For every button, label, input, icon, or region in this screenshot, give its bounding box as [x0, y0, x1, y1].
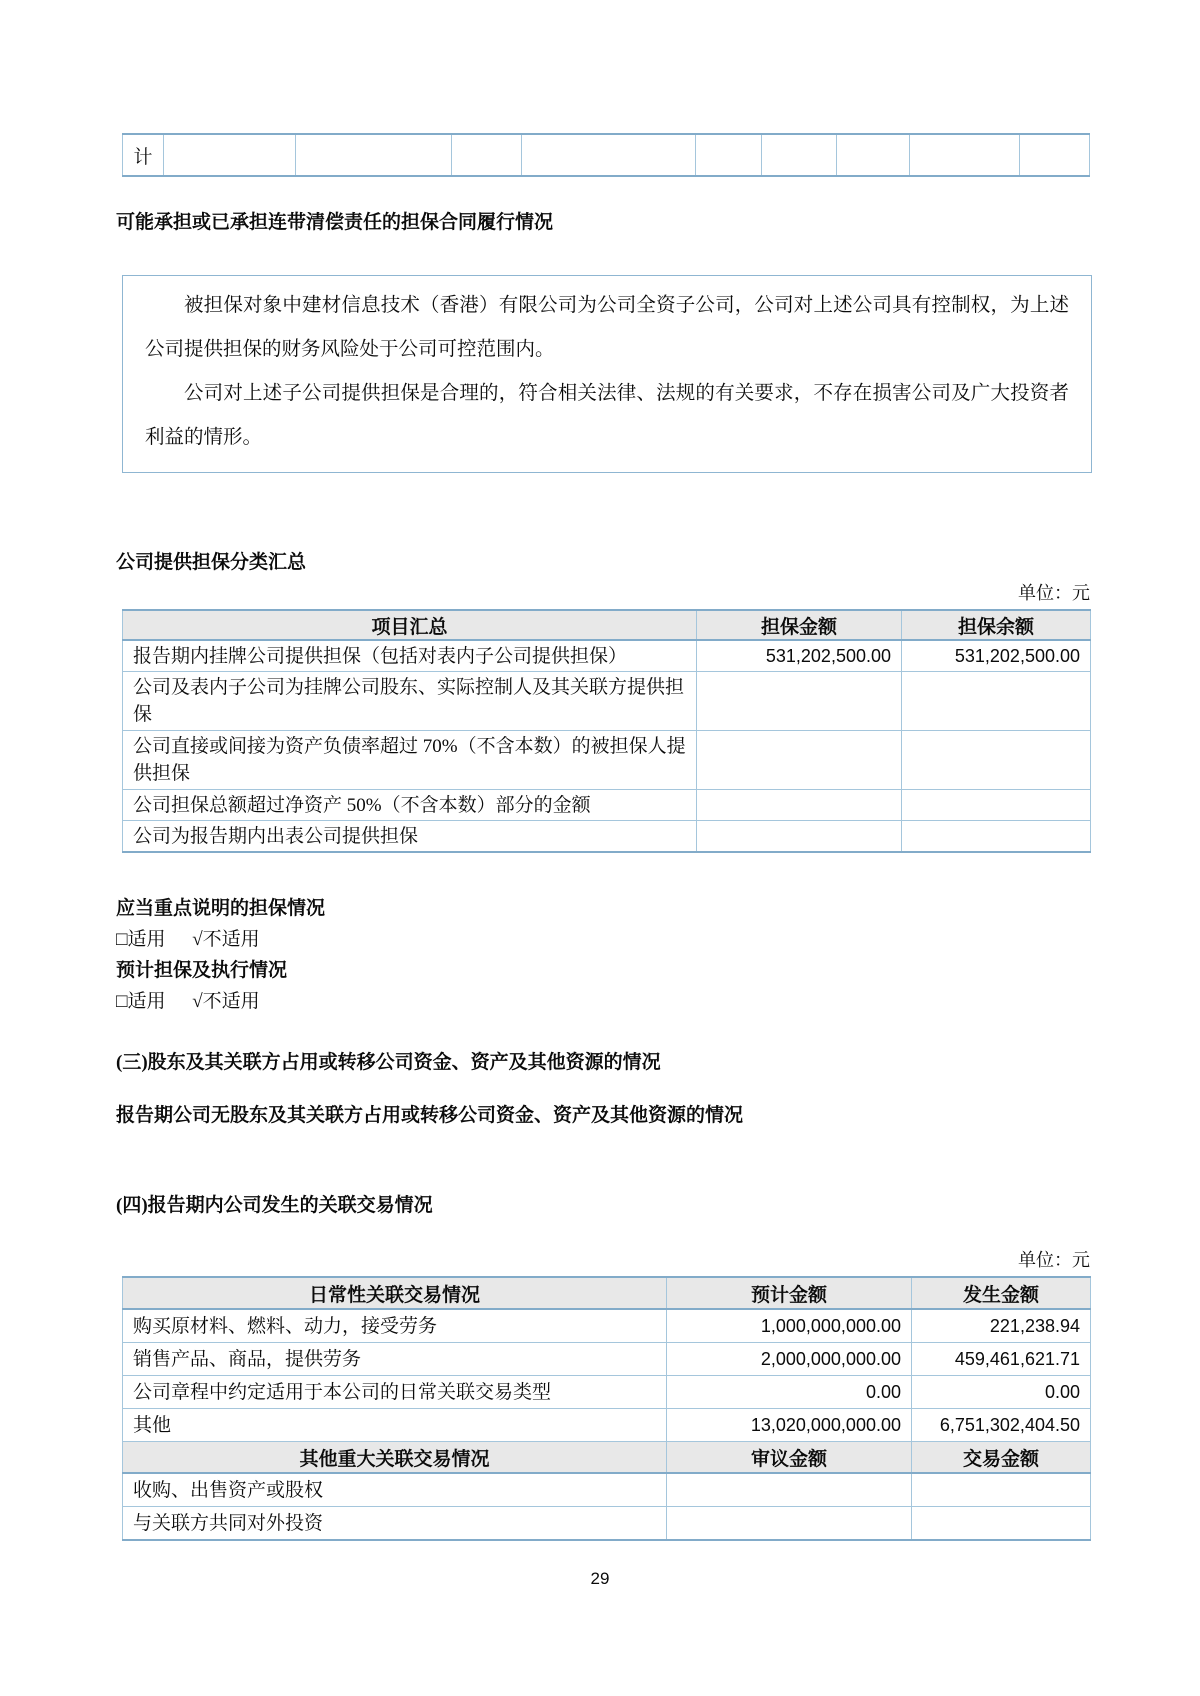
related-transactions-table: [122, 1276, 1091, 1541]
expected-amount-cell: 2,000,000,000.00: [667, 1343, 912, 1376]
guarantee-contract-heading: 可能承担或已承担连带清偿责任的担保合同履行情况: [116, 212, 554, 233]
empty-cell: [909, 134, 1019, 176]
reviewed-amount-cell: [667, 1507, 912, 1541]
checkmark-not-applicable: √不适用: [192, 991, 260, 1012]
empty-cell: [1019, 134, 1089, 176]
table-header-row: [123, 1277, 1091, 1309]
empty-cell: [836, 134, 909, 176]
table-row: [123, 1376, 1091, 1409]
item-cell: 公司章程中约定适用于本公司的日常关联交易类型: [123, 1376, 667, 1409]
amount-cell: [697, 821, 902, 853]
table-row: [123, 790, 1091, 821]
expected-amount-cell: 1,000,000,000.00: [667, 1309, 912, 1343]
column-header: 项目汇总: [123, 610, 697, 640]
total-row-continuation-table: [122, 133, 1090, 177]
table-row: [123, 1343, 1091, 1376]
amount-cell: [697, 731, 902, 790]
total-label-cell: 计: [123, 134, 164, 176]
item-cell: 销售产品、商品，提供劳务: [123, 1343, 667, 1376]
guarantee-summary-table: [122, 609, 1091, 853]
unit-label: 单位：元: [1018, 1250, 1090, 1270]
checkbox-applicable: □适用: [116, 929, 166, 950]
balance-cell: [902, 672, 1091, 731]
section-three-body: 报告期公司无股东及其关联方占用或转移公司资金、资产及其他资源的情况: [116, 1105, 744, 1126]
column-header: 交易金额: [912, 1442, 1091, 1474]
transaction-amount-cell: [912, 1473, 1091, 1507]
table-row: [123, 1507, 1091, 1541]
table-row: [123, 1473, 1091, 1507]
balance-cell: [902, 731, 1091, 790]
item-cell: 购买原材料、燃料、动力，接受劳务: [123, 1309, 667, 1343]
empty-cell: [761, 134, 836, 176]
key-guarantee-options: [116, 924, 1200, 955]
item-cell: 公司为报告期内出表公司提供担保: [123, 821, 697, 853]
table-header-row: [123, 610, 1091, 640]
empty-cell: [695, 134, 761, 176]
amount-cell: [697, 790, 902, 821]
transaction-amount-cell: [912, 1507, 1091, 1541]
page-number: 29: [590, 1569, 610, 1588]
expected-guarantee-options: [116, 986, 1200, 1017]
unit-label: 单位：元: [1018, 583, 1090, 603]
column-header: 日常性关联交易情况: [123, 1277, 667, 1309]
column-header: 预计金额: [667, 1277, 912, 1309]
expected-guarantee-heading: 预计担保及执行情况: [116, 960, 288, 981]
empty-cell: [296, 134, 452, 176]
table-row: [123, 821, 1091, 853]
column-header: 发生金额: [912, 1277, 1091, 1309]
key-guarantee-heading: 应当重点说明的担保情况: [116, 898, 326, 919]
empty-cell: [522, 134, 695, 176]
column-header: 审议金额: [667, 1442, 912, 1474]
actual-amount-cell: 6,751,302,404.50: [912, 1409, 1091, 1442]
empty-cell: [164, 134, 296, 176]
table-header-row: [123, 1442, 1091, 1474]
reviewed-amount-cell: [667, 1473, 912, 1507]
section-three-heading: (三)股东及其关联方占用或转移公司资金、资产及其他资源的情况: [116, 1052, 661, 1073]
actual-amount-cell: 221,238.94: [912, 1309, 1091, 1343]
item-cell: 公司直接或间接为资产负债率超过 70%（不含本数）的被担保人提供担保: [123, 731, 697, 790]
table-row: [123, 672, 1091, 731]
actual-amount-cell: 459,461,621.71: [912, 1343, 1091, 1376]
section-four-heading: (四)报告期内公司发生的关联交易情况: [116, 1195, 433, 1216]
guarantee-note-box: [122, 275, 1092, 473]
item-cell: 公司及表内子公司为挂牌公司股东、实际控制人及其关联方提供担保: [123, 672, 697, 731]
expected-amount-cell: 0.00: [667, 1376, 912, 1409]
amount-cell: [697, 672, 902, 731]
table-row: [123, 640, 1091, 672]
checkbox-applicable: □适用: [116, 991, 166, 1012]
item-cell: 其他: [123, 1409, 667, 1442]
table-row: [123, 1409, 1091, 1442]
item-cell: 公司担保总额超过净资产 50%（不含本数）部分的金额: [123, 790, 697, 821]
applicability-block: [0, 893, 1200, 1017]
table-row: [123, 1309, 1091, 1343]
column-header: 担保金额: [697, 610, 902, 640]
item-cell: 与关联方共同对外投资: [123, 1507, 667, 1541]
empty-cell: [452, 134, 522, 176]
expected-amount-cell: 13,020,000,000.00: [667, 1409, 912, 1442]
table-row: [123, 731, 1091, 790]
guarantee-summary-heading: 公司提供担保分类汇总: [116, 552, 307, 573]
column-header: 其他重大关联交易情况: [123, 1442, 667, 1474]
amount-cell: 531,202,500.00: [697, 640, 902, 672]
actual-amount-cell: 0.00: [912, 1376, 1091, 1409]
note-paragraph: 公司对上述子公司提供担保是合理的，符合相关法律、法规的有关要求，不存在损害公司及广大投资者利益的情形。: [145, 383, 1069, 448]
column-header: 担保余额: [902, 610, 1091, 640]
item-cell: 报告期内挂牌公司提供担保（包括对表内子公司提供担保）: [123, 640, 697, 672]
balance-cell: 531,202,500.00: [902, 640, 1091, 672]
checkmark-not-applicable: √不适用: [192, 929, 260, 950]
table-row: [123, 134, 1090, 176]
balance-cell: [902, 790, 1091, 821]
note-paragraph: 被担保对象中建材信息技术（香港）有限公司为公司全资子公司，公司对上述公司具有控制权，为上述公司提供担保的财务风险处于公司可控范围内。: [145, 295, 1069, 360]
item-cell: 收购、出售资产或股权: [123, 1473, 667, 1507]
balance-cell: [902, 821, 1091, 853]
